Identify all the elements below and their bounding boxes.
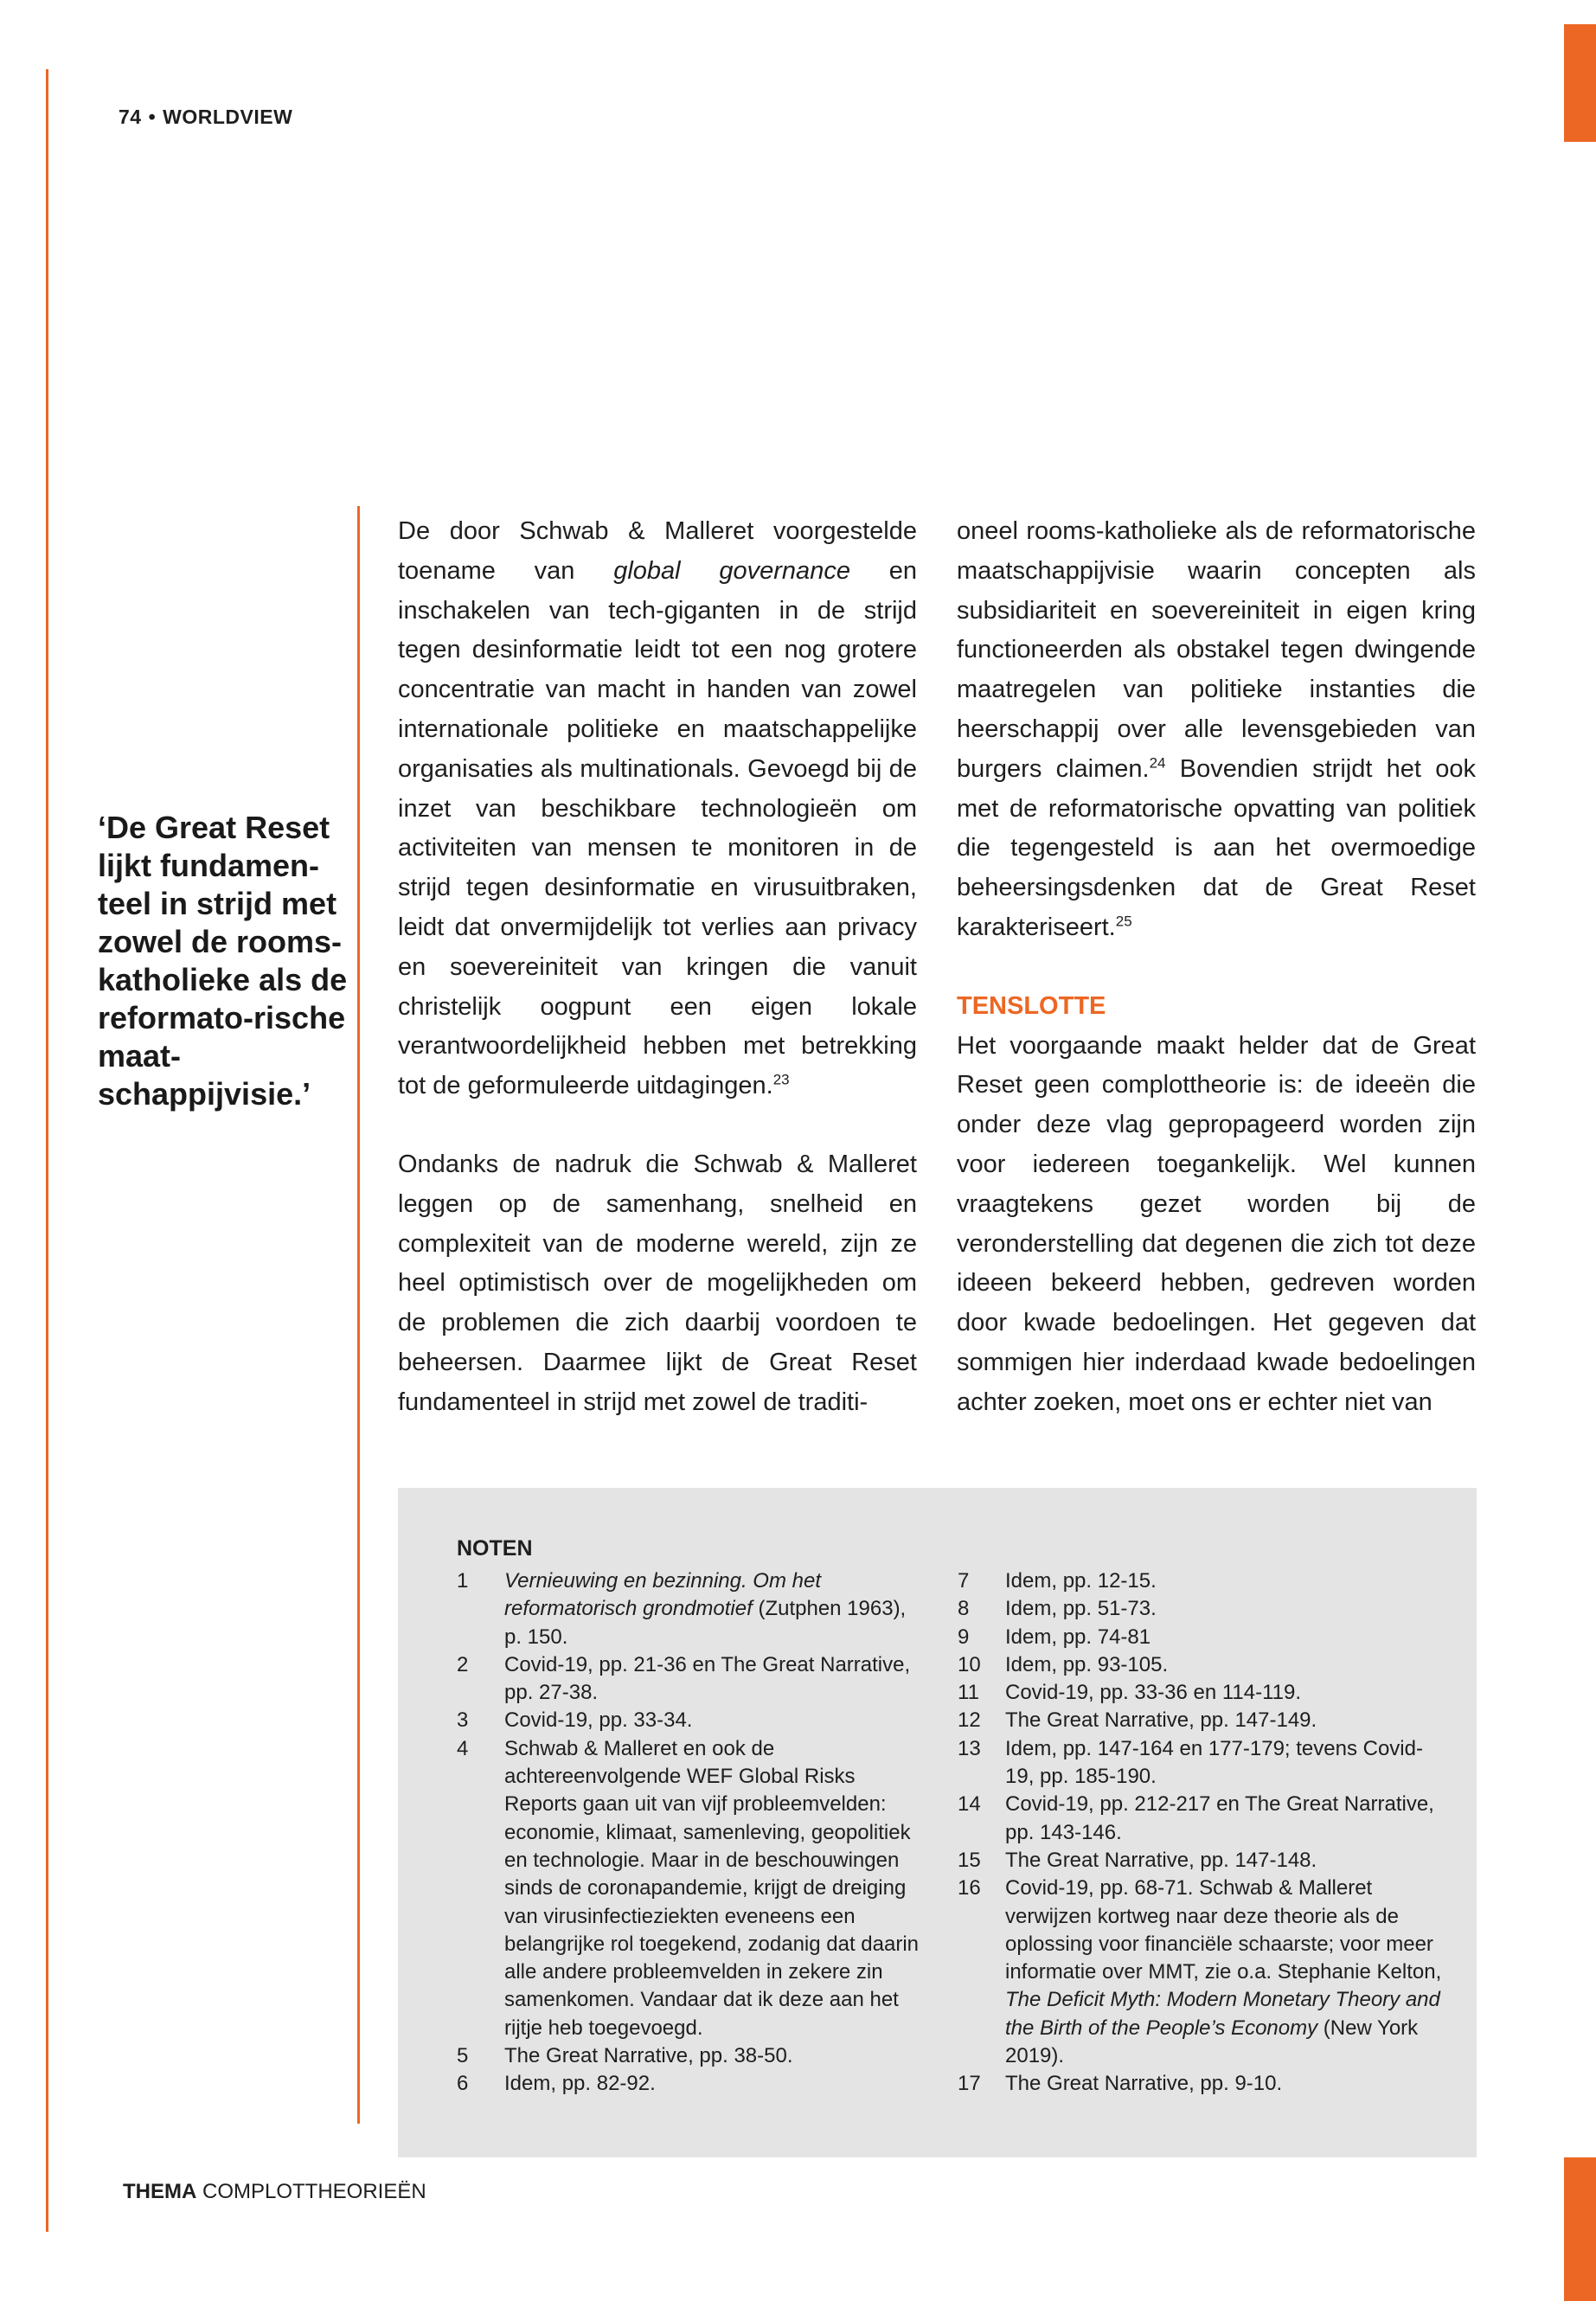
note-item: 2 Covid-19, pp. 21-36 en The Great Narrative, pp. 27-38. — [457, 1652, 911, 1705]
note-item: 7 Idem, pp. 12-15. — [958, 1569, 1157, 1593]
paragraph-text: oneel rooms-katholieke als de reformatorische maatschappijvisie waarin concepten als subsidiariteit en soevereiniteit in eigen kring functioneerden als obstakel tegen dwingende maatregelen van politieke instanties die heerschappij over alle levensgebieden van burgers claimen. — [957, 517, 1476, 783]
paragraph-text: De door Schwab & Malleret voorgestelde toename van — [398, 517, 917, 585]
paragraph-text: en inschakelen van tech-giganten in de strijd tegen desinformatie leidt tot een nog grotere concentratie van macht in handen van zowel internationale politieke en maatschappelijke organisaties als multinationals. Gevoegd bij de inzet van beschikbare technologieën om activiteiten van mensen te monitoren in de strijd tegen desinformatie en virusuitbraken, leidt dat onvermijdelijk tot verlies aan privacy en soevereiniteit van kringen die vanuit christelijk oogpunt een eigen lokale verantwoordelijkheid hebben met betrekking tot de geformuleerde uitdagingen. — [398, 556, 917, 1100]
footnote-ref: 23 — [772, 1071, 790, 1088]
footer-topic: COMPLOTTHEORIEËN — [196, 2180, 426, 2203]
orange-edge-tab-bottom — [1564, 2157, 1596, 2301]
section-heading: TENSLOTTE — [957, 991, 1106, 1020]
footer — [123, 2180, 426, 2204]
note-item: 8 Idem, pp. 51-73. — [958, 1597, 1157, 1621]
note-item: 12 The Great Narrative, pp. 147-149. — [958, 1708, 1317, 1733]
notes-list-left — [457, 1567, 924, 2099]
note-item: 3 Covid-19, pp. 33-34. — [457, 1708, 693, 1733]
pull-quote: ‘De Great Reset lijkt fundamen-teel in strijd met zowel de rooms-katholieke als de reformato-rische maat-schappijvisie.’ — [98, 810, 348, 1112]
note-item: 13 Idem, pp. 147-164 en 177-179; tevens Covid-19, pp. 185-190. — [958, 1736, 1423, 1789]
left-margin-rule — [46, 69, 48, 2232]
note-item: 16 Covid-19, pp. 68-71. Schwab & Malleret verwijzen kortweg naar deze theorie als de oplossing voor financiële schaarste; voor meer informatie over MMT, zie o.a. Stephanie Kelton, The Deficit Myth: Modern Monetary Theory and the Birth of the People’s Economy (New York 2019). — [958, 1876, 1442, 2068]
footer-thema: THEMA — [123, 2180, 197, 2203]
note-item: 14 Covid-19, pp. 212-217 en The Great Narrative, pp. 143-146. — [958, 1792, 1434, 1844]
footnote-ref: 24 — [1149, 754, 1166, 772]
paragraph — [957, 512, 1476, 948]
footnote-ref: 25 — [1115, 913, 1132, 930]
page-number: 74 — [119, 106, 142, 128]
note-item: 10 Idem, pp. 93-105. — [958, 1652, 1169, 1676]
paragraph-italic: global governance — [613, 556, 850, 585]
paragraph: Het voorgaande maakt helder dat de Great Reset geen complottheorie is: de ideeën die onder deze vlag gepropageerd worden zijn voor iedereen toegankelijk. Wel kunnen vraagtekens gezet worden bij de veronderstelling dat degenen die zich tot deze ideeen bekeerd hebben, gedreven worden door kwade bedoelingen. Het gegeven dat sommigen hier inderdaad kwade bedoelingen achter zoeken, moet ons er echter niet van — [957, 1031, 1476, 1416]
body-column-2 — [957, 512, 1476, 1423]
section-name: WORLDVIEW — [163, 106, 293, 128]
body-column-1 — [398, 512, 917, 1423]
note-item: 6 Idem, pp. 82-92. — [457, 2072, 656, 2096]
running-head — [119, 106, 292, 129]
note-item: 17 The Great Narrative, pp. 9-10. — [958, 2072, 1283, 2096]
note-item: 9 Idem, pp. 74-81 — [958, 1625, 1151, 1649]
notes-box — [398, 1488, 1477, 2157]
orange-edge-tab-top — [1564, 24, 1596, 142]
note-item: 4 Schwab & Malleret en ook de achtereenvolgende WEF Global Risks Reports gaan uit van vijf probleemvelden: economie, klimaat, samenleving, geopolitiek en technologie. Maar in de beschouwingen sinds de coronapandemie, krijgt de dreiging van virusinfectieziekten eveneens een belangrijke rol toegekend, zodanig dat daarin alle andere probleemvelden in zekere zin samenkomen. Vandaar dat ik deze aan het rijtje heb toegevoegd. — [457, 1736, 920, 2040]
paragraph — [398, 512, 917, 1106]
note-item: 1 Vernieuwing en bezinning. Om het reformatorisch grondmotief (Zutphen 1963), p. 150. — [457, 1569, 907, 1649]
note-item: 11 Covid-19, pp. 33-36 en 114-119. — [958, 1681, 1302, 1705]
notes-list-right — [958, 1567, 1442, 2099]
note-item: 15 The Great Narrative, pp. 147-148. — [958, 1848, 1317, 1872]
header-separator: • — [148, 106, 157, 128]
notes-title: NOTEN — [457, 1536, 533, 1561]
quote-divider-rule — [357, 506, 360, 2124]
paragraph-text: Bovendien strijdt het ook met de reformatorische opvatting van politiek die tegengesteld is aan het overmoedige beheersingsdenken dat de Great Reset karakteriseert. — [957, 754, 1476, 941]
paragraph: Ondanks de nadruk die Schwab & Malleret leggen op de samenhang, snelheid en complexiteit van de moderne wereld, zijn ze heel optimistisch over de mogelijkheden om de problemen die zich daarbij voordoen te beheersen. Daarmee lijkt de Great Reset fundamenteel in strijd met zowel de traditi- — [398, 1150, 917, 1416]
note-item: 5 The Great Narrative, pp. 38-50. — [457, 2044, 793, 2068]
